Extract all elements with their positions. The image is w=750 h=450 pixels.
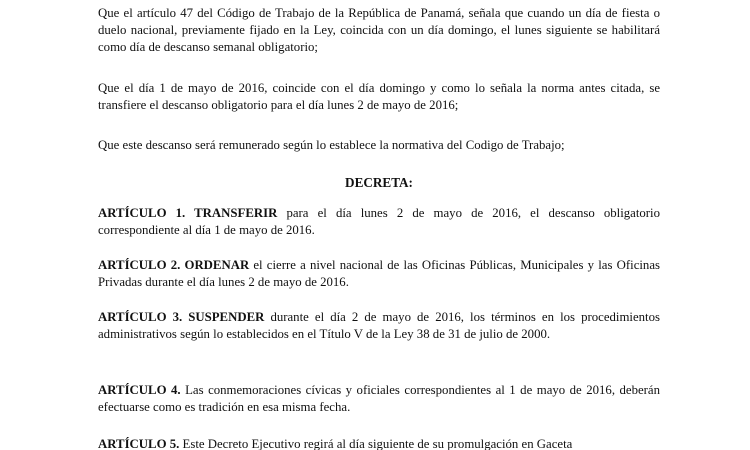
articulo-3 — [98, 309, 660, 343]
articulo-5-label: ARTÍCULO 5. — [98, 437, 180, 450]
considerando-3: Que este descanso será remunerado según lo establece la normativa del Codigo de Trabajo; — [98, 138, 565, 152]
decreta-heading: DECRETA: — [345, 175, 413, 190]
articulo-3-label: ARTÍCULO 3. SUSPENDER — [98, 310, 265, 324]
articulo-4-label: ARTÍCULO 4. — [98, 383, 181, 397]
considerando-1: Que el artículo 47 del Código de Trabajo de la República de Panamá, señala que cuando un día de fiesta o duelo nacional, previamente fijado en la Ley, coincida con un día domingo, el lunes siguiente se habilitará como día de descanso semanal obligatorio; — [98, 6, 660, 54]
articulo-2-text: el cierre a nivel nacional de las Oficinas Públicas, Municipales y las Oficinas Privadas durante el día lunes 2 de mayo de 2016. — [98, 258, 660, 289]
articulo-5 — [98, 436, 660, 450]
articulo-1-label: ARTÍCULO 1. TRANSFERIR — [98, 206, 278, 220]
articulo-1 — [98, 205, 660, 239]
considerando-2: Que el día 1 de mayo de 2016, coincide con el día domingo y como lo señala la norma antes citada, se transfiere el descanso obligatorio para el día lunes 2 de mayo de 2016; — [98, 81, 660, 112]
articulo-2 — [98, 257, 660, 291]
articulo-5-text: Este Decreto Ejecutivo regirá al día siguiente de su promulgación en Gaceta — [182, 437, 573, 450]
articulo-4 — [98, 382, 660, 416]
articulo-1-text: para el día lunes 2 de mayo de 2016, el descanso obligatorio correspondiente al día 1 de mayo de 2016. — [98, 206, 661, 237]
articulo-2-label: ARTÍCULO 2. ORDENAR — [98, 258, 250, 272]
articulo-4-text: Las conmemoraciones cívicas y oficiales correspondientes al 1 de mayo de 2016, deberán efectuarse como es tradición en esa misma fecha. — [98, 383, 661, 414]
articulo-3-text: durante el día 2 de mayo de 2016, los términos en los procedimientos administrativos según lo establecidos en el Título V de la Ley 38 de 31 de julio de 2000. — [98, 310, 660, 341]
